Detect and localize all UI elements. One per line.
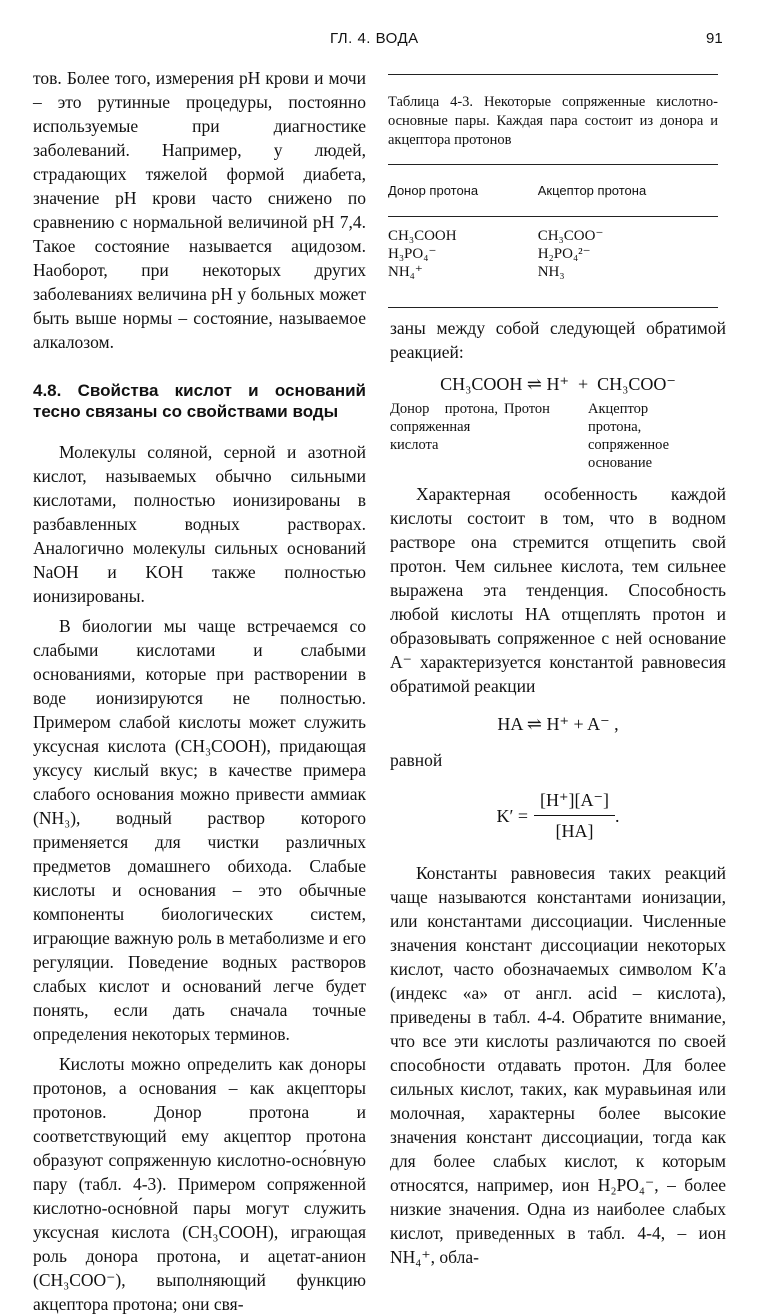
paragraph-equal: равной (390, 750, 443, 770)
donor-cell: CH₃COOH (388, 228, 457, 244)
column-header-donor: Донор протона (388, 183, 479, 198)
label-donor: Донор протона, сопряженная кислота (390, 401, 498, 453)
paragraph-acid-tendency: Характерная особенность каждой кислоты состоит в том, что в водном растворе она стремится отщепить свой протон. Чем сильнее кислота, тем сильнее выражена эта тенденция. Способность любой кислоты HA отщеплять протон и образовывать сопряженное с ней основание A⁻ характеризуется константой равновесия обратимой реакции (390, 484, 726, 696)
page-number: 91 (706, 30, 723, 47)
section-heading: 4.8. Свойства кислот и оснований тесно связаны со свойствами воды (33, 381, 366, 421)
table-caption: Таблица 4-3. Некоторые сопряженные кислотно-основные пары. Каждая пара состоит из донора и акцептора протонов (388, 94, 718, 148)
column-header-acceptor: Акцептор протона (537, 183, 647, 198)
table-row (388, 245, 718, 263)
acceptor-cell: NH₃ (537, 264, 565, 280)
conjugate-pairs-table (388, 165, 718, 307)
formula-fraction (534, 788, 615, 843)
table-top-rule (388, 74, 718, 75)
label-acceptor: Акцептор протона, сопряженное основание (588, 401, 670, 471)
table-row (388, 217, 718, 245)
paragraph-strong-acids: Молекулы соляной, серной и азотной кислот, называемых обычно сильными кислотами, полностью ионизированы в разбавленных водных растворах. Аналогично молекулы сильных оснований NaOH и KOH также полностью ионизированы. (33, 442, 366, 606)
table-header-row (388, 165, 718, 216)
label-proton: Протон (504, 401, 550, 417)
eq-proton: H⁺ (546, 374, 569, 394)
eq-arrow: ⇌ (526, 374, 542, 394)
table-bottom-rule (388, 307, 718, 308)
formula-denominator: [HA] (555, 821, 594, 841)
equation-labels (390, 400, 726, 472)
formula-end: . (615, 805, 620, 826)
acceptor-cell: H₂PO₄²⁻ (537, 246, 591, 262)
table-4-3 (388, 74, 718, 308)
acetic-acid-equation (390, 372, 726, 396)
ha-dissociation-equation: HA ⇌ H⁺ + A⁻ , (497, 714, 619, 734)
donor-cell: NH₄⁺ (388, 264, 423, 280)
running-header: ГЛ. 4. ВОДА (330, 30, 419, 47)
paragraph-dissociation-constants: Константы равновесия таких реакций чаще называются константами ионизации, или константами диссоциации. Численные значения констант диссоциации некоторых кислот, часто обозначаемых символом K′a (индекс «a» от англ. acid – кислота), приведены в табл. 4-4. Обратите внимание, что все эти кислоты различаются по своей способности отдавать протон. Для более сильных кислот, таких, как муравьиная или молочная, характерны более высокие значения констант диссоциации, тогда как для более слабых кислот, к которым относятся, например, ион H₂PO₄⁻, – более низкие значения. Одна из наиболее слабых кислот, приведенных в табл. 4-4, – ион NH₄⁺, обла- (390, 863, 726, 1267)
paragraph-weak-acids: В биологии мы чаще встречаемся со слабыми кислотами и слабыми основаниями, которые при растворении в воде ионизируются не полностью. Примером слабой кислоты может служить уксусная кислота (CH₃COOH), придающая уксусу кислый вкус; в качестве примера слабого основания можно привести аммиак (NH₃), водный раствор которого применяется для чистки различных предметов домашнего обихода. Слабые кислоты и основания – это обычные компоненты биологических систем, играющие важную роль в метаболизме и его регуляции. Поведение водных растворов слабых кислот и оснований легче будет понять, если дать сначала точные определения некоторых терминов. (33, 616, 366, 1044)
formula-numerator: [H⁺][A⁻] (534, 788, 615, 816)
formula-lhs: K′ = (496, 805, 529, 826)
eq-acid: CH₃COOH (440, 374, 523, 394)
left-column (33, 66, 366, 1316)
eq-plus: + (577, 374, 589, 394)
table-row (388, 263, 718, 307)
acceptor-cell: CH₃COO⁻ (537, 228, 604, 244)
donor-cell: H₃PO₄⁻ (388, 246, 437, 262)
paragraph-definitions: Кислоты можно определить как доноры протонов, а основания – как акцепторы протонов. Донор протона и соответствующий ему акцептор протона образуют сопряженную кислотно-осно́вную пару (табл. 4-3). Примером сопряженной кислотно-осно́вной пары могут служить уксусная кислота (CH₃COOH), играющая роль донора протона, и ацетат-анион (CH₃COO⁻), выполняющий функцию акцептора протона; они свя- (33, 1054, 366, 1314)
equilibrium-constant-formula (390, 788, 726, 843)
right-column (390, 316, 726, 1269)
eq-base: CH₃COO⁻ (597, 374, 676, 394)
paragraph-continuation: заны между собой следующей обратимой реакцией: (390, 318, 726, 362)
paragraph-intro: тов. Более того, измерения pH крови и мочи – это рутинные процедуры, постоянно используемые при диагностике заболеваний. Например, у людей, страдающих тяжелой формой диабета, значение pH крови часто снижено по сравнению с нормальной величиной pH 7,4. Такое состояние называется ацидозом. Наоборот, при некоторых других заболеваниях величина pH у больных может быть выше нормы – состояние, называемое алкалозом. (33, 68, 366, 352)
